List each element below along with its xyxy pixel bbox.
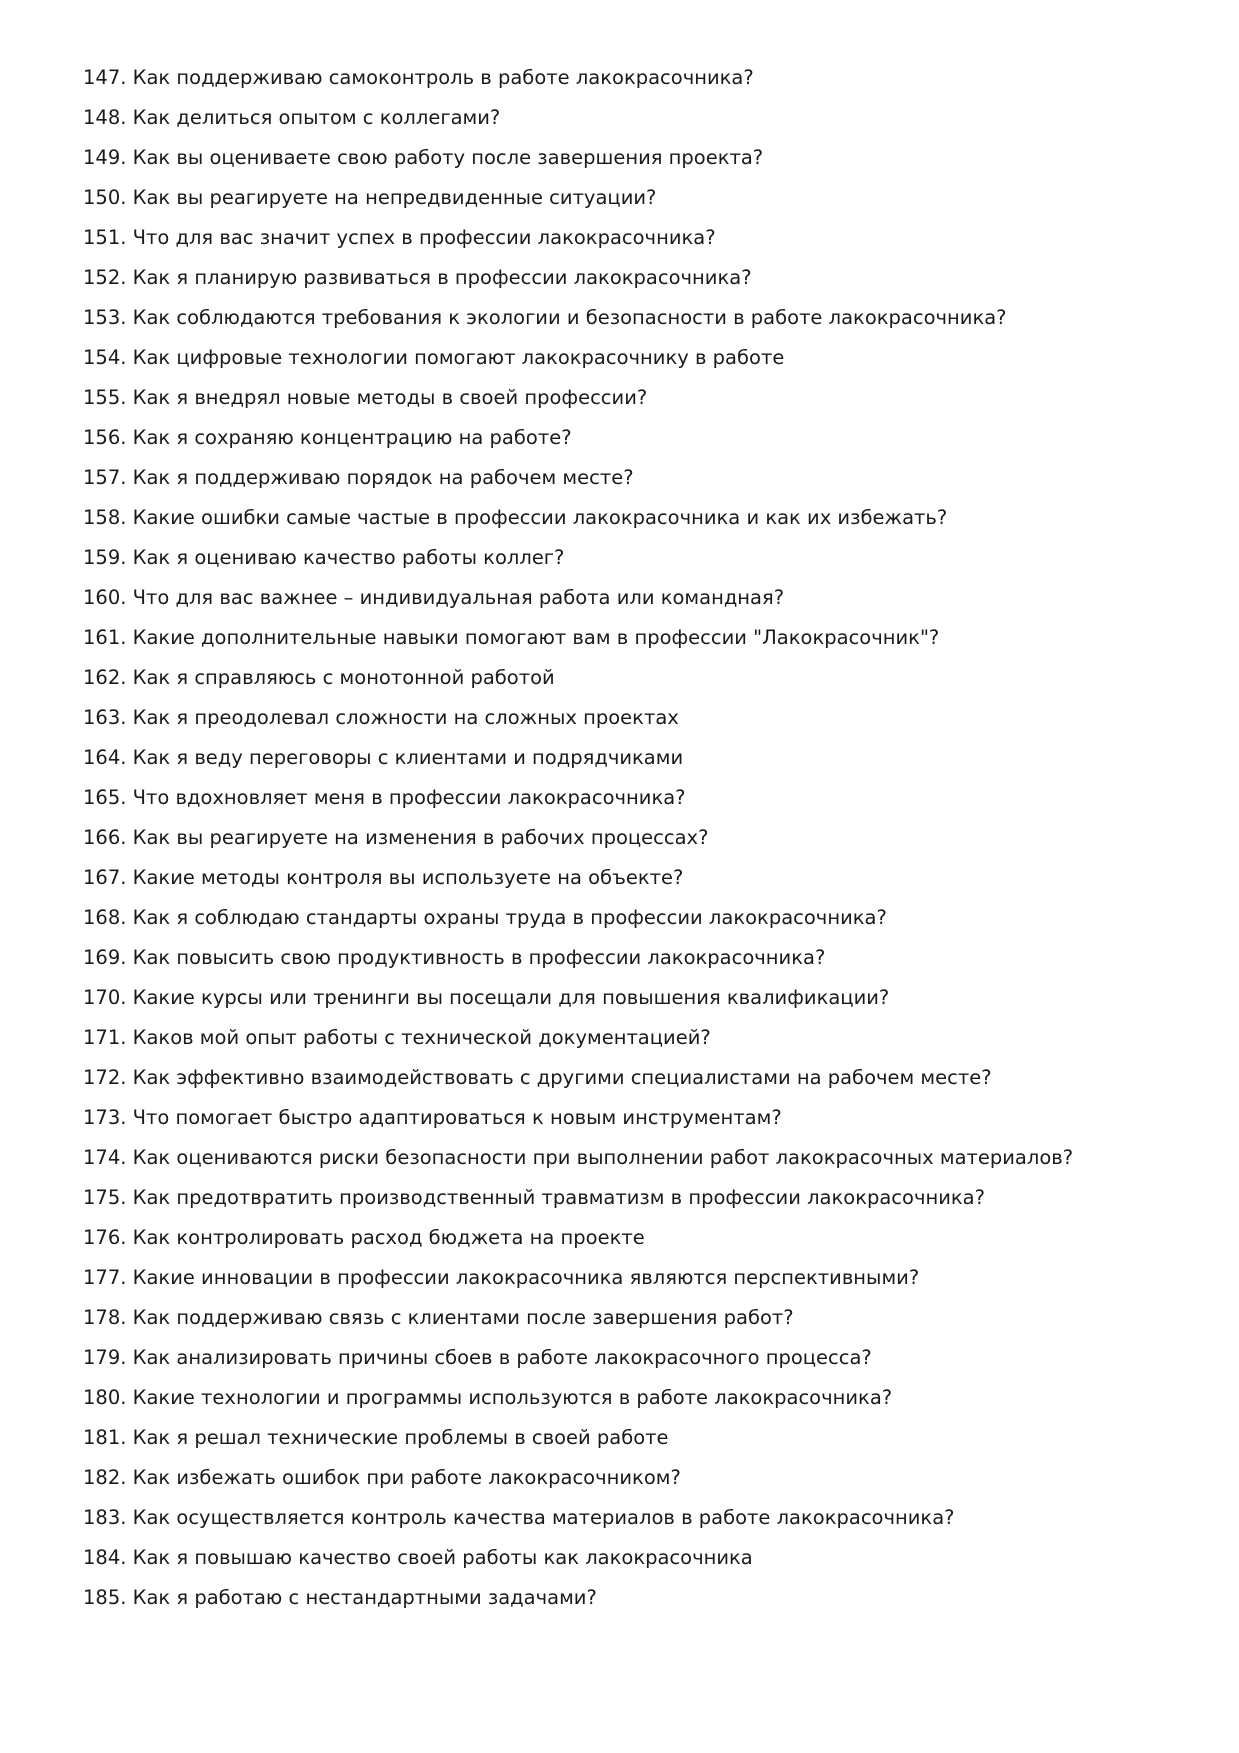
question-item: 161. Какие дополнительные навыки помогают вам в профессии "Лакокрасочник"? [83, 626, 940, 649]
question-item: 150. Как вы реагируете на непредвиденные ситуации? [83, 186, 657, 209]
question-item: 169. Как повысить свою продуктивность в профессии лакокрасочника? [83, 946, 826, 969]
question-item: 153. Как соблюдаются требования к экологии и безопасности в работе лакокрасочника? [83, 306, 1007, 329]
question-item: 165. Что вдохновляет меня в профессии лакокрасочника? [83, 786, 686, 809]
question-item: 155. Как я внедрял новые методы в своей профессии? [83, 386, 648, 409]
question-item: 156. Как я сохраняю концентрацию на работе? [83, 426, 572, 449]
question-item: 171. Каков мой опыт работы с технической документацией? [83, 1026, 711, 1049]
question-item: 180. Какие технологии и программы используются в работе лакокрасочника? [83, 1386, 893, 1409]
question-item: 175. Как предотвратить производственный травматизм в профессии лакокрасочника? [83, 1186, 985, 1209]
question-item: 182. Как избежать ошибок при работе лакокрасочником? [83, 1466, 681, 1489]
question-item: 174. Как оцениваются риски безопасности при выполнении работ лакокрасочных материалов? [83, 1146, 1074, 1169]
question-item: 177. Какие инновации в профессии лакокрасочника являются перспективными? [83, 1266, 920, 1289]
question-item: 185. Как я работаю с нестандартными задачами? [83, 1586, 597, 1609]
question-item: 163. Как я преодолевал сложности на сложных проектах [83, 706, 679, 729]
question-item: 164. Как я веду переговоры с клиентами и подрядчиками [83, 746, 684, 769]
question-item: 159. Как я оцениваю качество работы коллег? [83, 546, 565, 569]
question-item: 179. Как анализировать причины сбоев в работе лакокрасочного процесса? [83, 1346, 872, 1369]
question-item: 184. Как я повышаю качество своей работы как лакокрасочника [83, 1546, 753, 1569]
question-list [83, 58, 1168, 1618]
question-item: 158. Какие ошибки самые частые в профессии лакокрасочника и как их избежать? [83, 506, 948, 529]
question-item: 166. Как вы реагируете на изменения в рабочих процессах? [83, 826, 709, 849]
question-item: 151. Что для вас значит успех в профессии лакокрасочника? [83, 226, 716, 249]
question-item: 157. Как я поддерживаю порядок на рабочем месте? [83, 466, 634, 489]
question-item: 149. Как вы оцениваете свою работу после завершения проекта? [83, 146, 764, 169]
question-item: 154. Как цифровые технологии помогают лакокрасочнику в работе [83, 346, 785, 369]
question-item: 178. Как поддерживаю связь с клиентами после завершения работ? [83, 1306, 794, 1329]
question-item: 183. Как осуществляется контроль качества материалов в работе лакокрасочника? [83, 1506, 955, 1529]
question-item: 160. Что для вас важнее – индивидуальная работа или командная? [83, 586, 785, 609]
question-item: 162. Как я справляюсь с монотонной работой [83, 666, 555, 689]
question-item: 147. Как поддерживаю самоконтроль в работе лакокрасочника? [83, 66, 754, 89]
question-item: 148. Как делиться опытом с коллегами? [83, 106, 501, 129]
question-item: 167. Какие методы контроля вы используете на объекте? [83, 866, 684, 889]
question-item: 172. Как эффективно взаимодействовать с другими специалистами на рабочем месте? [83, 1066, 992, 1089]
question-item: 173. Что помогает быстро адаптироваться к новым инструментам? [83, 1106, 782, 1129]
question-item: 152. Как я планирую развиваться в профессии лакокрасочника? [83, 266, 752, 289]
question-item: 176. Как контролировать расход бюджета на проекте [83, 1226, 645, 1249]
question-item: 168. Как я соблюдаю стандарты охраны труда в профессии лакокрасочника? [83, 906, 887, 929]
question-item: 170. Какие курсы или тренинги вы посещали для повышения квалификации? [83, 986, 890, 1009]
question-item: 181. Как я решал технические проблемы в своей работе [83, 1426, 669, 1449]
